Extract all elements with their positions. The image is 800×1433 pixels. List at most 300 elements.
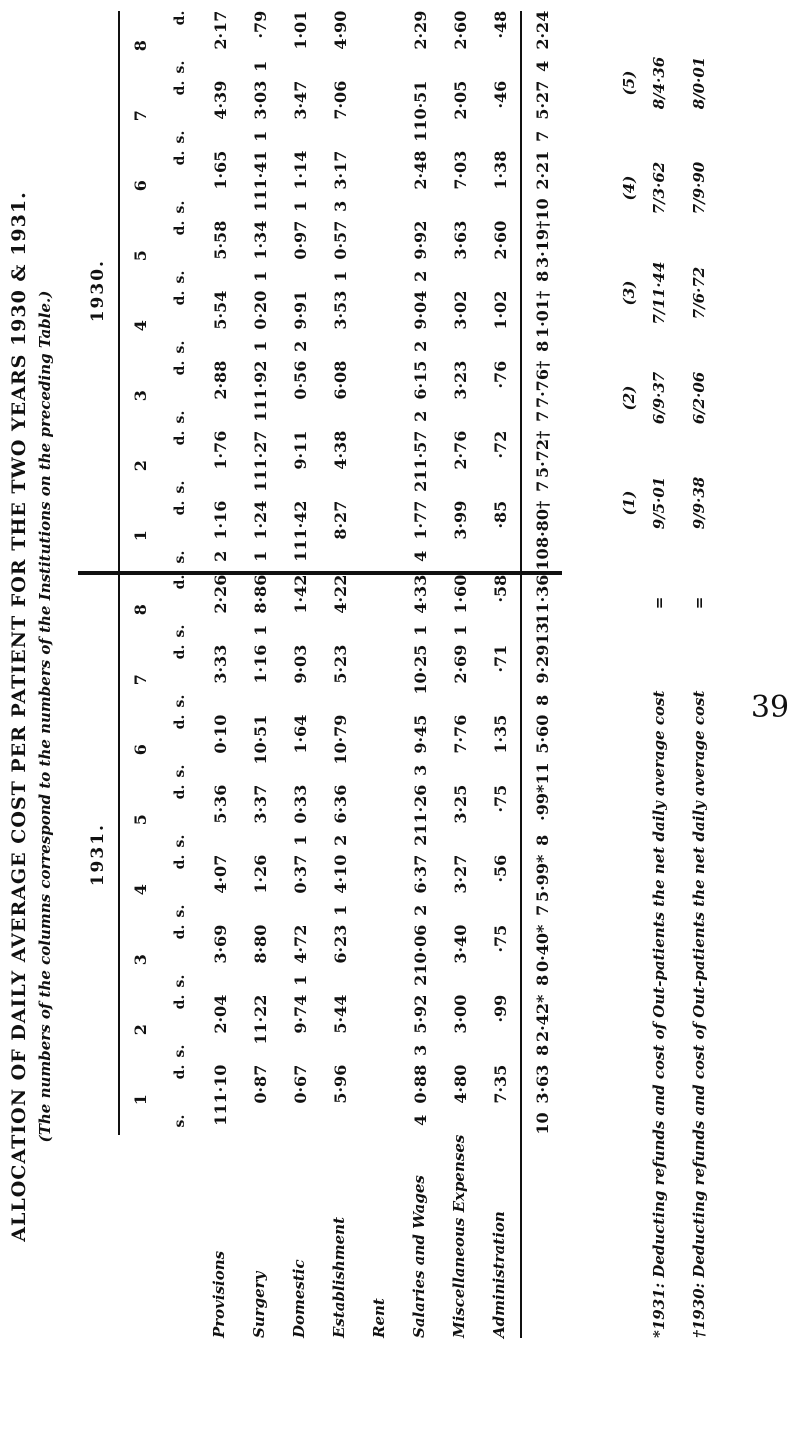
sd-units-y1931-1: [160, 1065, 200, 1135]
footnote-value-1930: 9/9·38: [690, 476, 708, 530]
pence: 2·29: [410, 10, 430, 50]
shillings: 1: [210, 1114, 230, 1126]
pence: 0·97: [290, 220, 310, 260]
cell-1930-col6: [400, 151, 440, 221]
pence: 1·24: [250, 500, 270, 540]
cell-1931-col4: [440, 855, 480, 925]
pence: 10·51: [410, 80, 430, 131]
pence: 3·27: [450, 854, 470, 894]
pence: 3·23: [450, 360, 470, 400]
shillings: 4: [410, 550, 430, 562]
cell-1931-col5: [320, 785, 360, 855]
table-row: [200, 11, 240, 1338]
cell-1930-col6: [440, 151, 480, 221]
footnote-1930: †1930: Deducting refunds and cost of Out-patients the net daily average cost: [690, 690, 708, 1338]
pence: 5·60: [532, 714, 552, 754]
cell-1931-col3: [360, 925, 400, 995]
total-1931-col7: [521, 645, 562, 715]
sd-units-y1931-8: [160, 573, 200, 645]
unit-s: s.: [172, 480, 188, 494]
unit-d: d.: [172, 10, 188, 26]
cell-1930-col2: [200, 431, 240, 501]
pence: ·48: [490, 10, 510, 39]
shillings: 10: [532, 1112, 552, 1135]
cell-1931-col3: [240, 925, 280, 995]
cell-1931-col2: [240, 995, 280, 1065]
pence: 11·22: [250, 994, 270, 1045]
pence: 1·76: [210, 430, 230, 470]
cell-1930-col2: [360, 431, 400, 501]
cell-1931-col1: [280, 1065, 320, 1135]
cost-table: [78, 11, 562, 1338]
cell-1930-col8: [400, 11, 440, 81]
pence: ·58: [490, 574, 510, 603]
total-1930-col1: [521, 501, 562, 573]
cell-1931-col5: [360, 785, 400, 855]
unit-s: s.: [172, 550, 188, 564]
sd-units-y1931-2: [160, 995, 200, 1065]
shillings: 1: [250, 270, 270, 282]
column-number-y1931-4: 4: [130, 884, 150, 896]
shillings: 8: [532, 694, 552, 706]
cell-1930-col1: [440, 501, 480, 573]
cell-1930-col6: [200, 151, 240, 221]
cell-1930-col7: [360, 81, 400, 151]
pence: ·71: [490, 644, 510, 673]
unit-d: d.: [172, 150, 188, 166]
column-number-y1930-8: 8: [130, 40, 150, 52]
pence: 3·99: [450, 500, 470, 540]
pence: 5·72†: [532, 430, 552, 479]
unit-s: s.: [172, 60, 188, 74]
unit-d: d.: [172, 644, 188, 660]
label-header: [78, 1135, 119, 1338]
page-title: ALLOCATION OF DAILY AVERAGE COST PER PATIENT FOR THE TWO YEARS 1930 & 1931.: [8, 191, 30, 1242]
pence: 1·16: [210, 500, 230, 540]
cell-1930-col5: [200, 221, 240, 291]
pence: 3·63: [532, 1064, 552, 1104]
pence: 5·23: [330, 644, 350, 684]
pence: 3·33: [210, 644, 230, 684]
pence: 0·10: [210, 714, 230, 754]
cell-1930-col4: [360, 291, 400, 361]
column-number-y1931-1: 1: [130, 1094, 150, 1106]
pence: 1·14: [290, 150, 310, 190]
pence: ·76: [490, 360, 510, 389]
pence: 10·06: [410, 924, 430, 975]
sd-units-y1930-8: [160, 11, 200, 81]
pence: 1·16: [250, 644, 270, 684]
shillings: 2: [210, 550, 230, 562]
column-number-y1930-3: 3: [130, 390, 150, 402]
pence: 0·56: [290, 360, 310, 400]
table-row: [240, 11, 280, 1338]
pence: 2·26: [210, 574, 230, 614]
sd-units-y1931-5: [160, 785, 200, 855]
footnote-1931: *1931: Deducting refunds and cost of Out-patients the net daily average cost: [650, 690, 668, 1338]
shillings: 1: [250, 480, 270, 492]
cell-1930-col2: [240, 431, 280, 501]
shillings: 2: [410, 480, 430, 492]
shillings: 1: [250, 340, 270, 352]
shillings: 1: [290, 834, 310, 846]
shillings: 1: [330, 904, 350, 916]
cell-1931-col5: [200, 785, 240, 855]
pence: 3·25: [450, 784, 470, 824]
column-number-y1930-5: 5: [130, 250, 150, 262]
unit-d: d.: [172, 220, 188, 236]
pence: 1·42: [290, 574, 310, 614]
cell-1930-col5: [240, 221, 280, 291]
shillings: 1: [250, 200, 270, 212]
pence: 5·27: [532, 80, 552, 120]
pence: ·46: [490, 80, 510, 109]
pence: 11·41: [250, 150, 270, 201]
unit-s: s.: [172, 200, 188, 214]
cell-1931-col1: [320, 1065, 360, 1135]
cell-1931-col6: [360, 715, 400, 785]
cell-1930-col2: [440, 431, 480, 501]
total-1930-col5: [521, 221, 562, 291]
footnote-col-head: (4): [620, 175, 638, 201]
unit-s: s.: [172, 834, 188, 848]
sd-units-y1930-4: [160, 291, 200, 361]
shillings: 1: [290, 974, 310, 986]
page-number: 39: [750, 690, 790, 725]
total-1931-col8: [521, 573, 562, 645]
cell-1930-col2: [400, 431, 440, 501]
row-label: Salaries and Wages: [410, 1175, 429, 1338]
pence: 0·37: [290, 854, 310, 894]
total-1931-col6: [521, 715, 562, 785]
totals-label: [521, 1135, 562, 1338]
pence: ·99: [490, 994, 510, 1023]
unit-d: d.: [172, 360, 188, 376]
shillings: 8: [532, 340, 552, 352]
cell-1930-col1: [400, 501, 440, 573]
pence: 2·88: [210, 360, 230, 400]
cell-1931-col4: [480, 855, 521, 925]
cell-1930-col2: [480, 431, 521, 501]
sd-units-y1930-5: [160, 221, 200, 291]
cell-1931-col3: [320, 925, 360, 995]
unit-s: s.: [172, 1114, 188, 1128]
table-row: [360, 11, 400, 1338]
row-label: Administration: [490, 1211, 509, 1338]
sd-units-y1930-1: [160, 501, 200, 573]
pence: 4·33: [410, 574, 430, 614]
cell-1930-col5: [480, 221, 521, 291]
shillings: 8: [532, 834, 552, 846]
pence: 0·67: [290, 1064, 310, 1104]
cell-1931-col5: [440, 785, 480, 855]
shillings: 4: [532, 60, 552, 72]
pence: 2·76: [450, 430, 470, 470]
cell-1931-col7: [440, 645, 480, 715]
unit-d: d.: [172, 994, 188, 1010]
cell-1931-col2: [400, 995, 440, 1065]
sd-unit-row: [160, 11, 200, 1338]
cell-1930-col3: [280, 361, 320, 431]
total-1931-col4: [521, 855, 562, 925]
pence: 1·60: [450, 574, 470, 614]
cell-1931-col8: [360, 573, 400, 645]
total-1930-col6: [521, 151, 562, 221]
cell-1931-col6: [240, 715, 280, 785]
shillings: 7: [532, 410, 552, 422]
pence: 9·45: [410, 714, 430, 754]
footnote-value-1931: 6/9·37: [650, 371, 668, 425]
column-number-y1930-7: 7: [130, 110, 150, 122]
column-number-y1931-7: 7: [130, 674, 150, 686]
cell-1931-col4: [320, 855, 360, 925]
pence: 1·77: [410, 500, 430, 540]
shillings: 13: [532, 622, 552, 645]
shillings: 1: [250, 550, 270, 562]
table-row: [400, 11, 440, 1338]
unit-s: s.: [172, 270, 188, 284]
pence: 4·07: [210, 854, 230, 894]
pence: 0·33: [290, 784, 310, 824]
cell-1930-col7: [200, 81, 240, 151]
pence: 9·92: [410, 220, 430, 260]
unit-s: s.: [172, 410, 188, 424]
column-number-y1930-2: 2: [130, 460, 150, 472]
pence: ·85: [490, 500, 510, 529]
table-row: [440, 11, 480, 1338]
pence: ·56: [490, 854, 510, 883]
row-label: Provisions: [210, 1250, 229, 1338]
cell-1931-col2: [360, 995, 400, 1065]
shillings: 10: [532, 198, 552, 221]
cell-1931-col4: [400, 855, 440, 925]
cell-1931-col6: [400, 715, 440, 785]
cell-1930-col3: [440, 361, 480, 431]
pence: ·79: [250, 10, 270, 39]
cell-1930-col8: [360, 11, 400, 81]
cell-1931-col6: [480, 715, 521, 785]
pence: 0·40*: [532, 924, 552, 973]
row-label: Miscellaneous Expenses: [450, 1134, 469, 1338]
cell-1930-col7: [240, 81, 280, 151]
cell-1931-col6: [320, 715, 360, 785]
pence: 9·11: [290, 430, 310, 470]
shillings: 8: [532, 1044, 552, 1056]
row-label: Surgery: [250, 1271, 269, 1338]
cell-1930-col7: [280, 81, 320, 151]
pence: 1·02: [490, 290, 510, 330]
shillings: 10: [532, 548, 552, 571]
pence: 4·10: [330, 854, 350, 894]
pence: 9·74: [290, 994, 310, 1034]
cell-1930-col6: [360, 151, 400, 221]
cell-1930-col2: [320, 431, 360, 501]
pence: 4·90: [330, 10, 350, 50]
cell-1930-col2: [280, 431, 320, 501]
shillings: 1: [250, 410, 270, 422]
cell-1931-col1: [360, 1065, 400, 1135]
pence: 5·92: [410, 994, 430, 1034]
sd-units-y1930-3: [160, 361, 200, 431]
pence: 8·27: [330, 500, 350, 540]
cell-1930-col1: [480, 501, 521, 573]
cell-1931-col3: [440, 925, 480, 995]
unit-s: s.: [172, 340, 188, 354]
sd-units-y1931-6: [160, 715, 200, 785]
pence: 11·26: [410, 784, 430, 835]
cell-1931-col3: [280, 925, 320, 995]
cell-1930-col4: [400, 291, 440, 361]
table-row: [320, 11, 360, 1338]
cell-1931-col1: [480, 1065, 521, 1135]
pence: 3·40: [450, 924, 470, 964]
cell-1930-col7: [320, 81, 360, 151]
pence: 6·15: [410, 360, 430, 400]
row-label: Establishment: [330, 1216, 349, 1338]
pence: 7·03: [450, 150, 470, 190]
pence: 9·91: [290, 290, 310, 330]
pence: 10·51: [250, 714, 270, 765]
pence: 3·02: [450, 290, 470, 330]
column-number-y1931-3: 3: [130, 954, 150, 966]
shillings: 3: [410, 1044, 430, 1056]
pence: 5·44: [330, 994, 350, 1034]
cell-1930-col8: [280, 11, 320, 81]
cell-1931-col4: [200, 855, 240, 925]
unit-d: d.: [172, 80, 188, 96]
cell-1930-col8: [440, 11, 480, 81]
pence: 6·23: [330, 924, 350, 964]
row-label: Rent: [370, 1298, 389, 1338]
sd-units-y1930-7: [160, 81, 200, 151]
cell-1930-col7: [440, 81, 480, 151]
footnote-value-1930: 7/6·72: [690, 266, 708, 320]
unit-s: s.: [172, 974, 188, 988]
pence: 1·01: [290, 10, 310, 50]
pence: 3·53: [330, 290, 350, 330]
pence: 2·42*: [532, 994, 552, 1043]
equals-sign: =: [650, 596, 668, 610]
unit-d: d.: [172, 500, 188, 516]
shillings: 2: [290, 340, 310, 352]
shillings: 1: [410, 130, 430, 142]
cell-1930-col3: [360, 361, 400, 431]
cell-1931-col6: [440, 715, 480, 785]
cell-1930-col1: [320, 501, 360, 573]
shillings: 1: [290, 550, 310, 562]
cell-1931-col8: [480, 573, 521, 645]
cell-1930-col3: [320, 361, 360, 431]
pence: 3·17: [330, 150, 350, 190]
footnote-value-1930: 8/0·01: [690, 56, 708, 110]
pence: 1·38: [490, 150, 510, 190]
cell-1931-col4: [240, 855, 280, 925]
cell-1930-col5: [280, 221, 320, 291]
pence: 1·65: [210, 150, 230, 190]
pence: 1·26: [250, 854, 270, 894]
pence: 3·63: [450, 220, 470, 260]
shillings: 2: [410, 340, 430, 352]
pence: 2·60: [450, 10, 470, 50]
pence: 2·69: [450, 644, 470, 684]
pence: 6·36: [330, 784, 350, 824]
table-row: [280, 11, 320, 1338]
cell-1930-col4: [280, 291, 320, 361]
pence: 10·79: [330, 714, 350, 765]
cell-1930-col5: [440, 221, 480, 291]
unit-s: s.: [172, 904, 188, 918]
footnote-col-head: (5): [620, 70, 638, 96]
cell-1930-col6: [240, 151, 280, 221]
footnote-value-1931: 8/4·36: [650, 56, 668, 110]
pence: 8·80: [250, 924, 270, 964]
footnote-value-1931: 7/11·44: [650, 261, 668, 325]
total-1931-col3: [521, 925, 562, 995]
footnote-col-head: (1): [620, 490, 638, 516]
footnote-value-1930: 7/9·90: [690, 161, 708, 215]
unit-s: s.: [172, 1044, 188, 1058]
shillings: 1: [450, 624, 470, 636]
shillings: 2: [330, 834, 350, 846]
pence: 3·19†: [532, 220, 552, 269]
unit-d: d.: [172, 1064, 188, 1080]
cell-1930-col4: [480, 291, 521, 361]
cell-1931-col8: [280, 573, 320, 645]
footnote-col-head: (3): [620, 280, 638, 306]
total-1930-col4: [521, 291, 562, 361]
pence: 1·01†: [532, 290, 552, 339]
shillings: 3: [410, 764, 430, 776]
cell-1930-col1: [360, 501, 400, 573]
cell-1930-col4: [320, 291, 360, 361]
pence: 2·60: [490, 220, 510, 260]
pence: 2·17: [210, 10, 230, 50]
footnote-value-1931: 7/3·62: [650, 161, 668, 215]
cell-1931-col2: [480, 995, 521, 1065]
pence: 2·05: [450, 80, 470, 120]
shillings: 2: [410, 410, 430, 422]
cell-1931-col7: [480, 645, 521, 715]
unit-d: d.: [172, 574, 188, 590]
sd-units-y1931-3: [160, 925, 200, 995]
cell-1931-col8: [320, 573, 360, 645]
pence: 2·24: [532, 10, 552, 50]
cell-1931-col7: [200, 645, 240, 715]
pence: 4·72: [290, 924, 310, 964]
pence: 5·54: [210, 290, 230, 330]
cell-1931-col5: [240, 785, 280, 855]
pence: 7·76†: [532, 360, 552, 409]
shillings: 2: [410, 904, 430, 916]
page-subtitle: (The numbers of the columns correspond to the numbers of the Institutions on the preceding Table.): [36, 290, 54, 1143]
total-1931-col1: [521, 1065, 562, 1135]
cell-1930-col1: [200, 501, 240, 573]
shillings: 2: [410, 270, 430, 282]
cell-1930-col6: [480, 151, 521, 221]
pence: 5·96: [330, 1064, 350, 1104]
cell-1930-col4: [240, 291, 280, 361]
shillings: 2: [410, 834, 430, 846]
shillings: 4: [410, 1114, 430, 1126]
pence: 3·69: [210, 924, 230, 964]
cell-1931-col2: [200, 995, 240, 1065]
cell-1931-col8: [440, 573, 480, 645]
shillings: 1: [250, 130, 270, 142]
year-header-1930: 1930.: [78, 11, 119, 573]
pence: ·72: [490, 430, 510, 459]
cell-1931-col8: [240, 573, 280, 645]
pence: 4·80: [450, 1064, 470, 1104]
